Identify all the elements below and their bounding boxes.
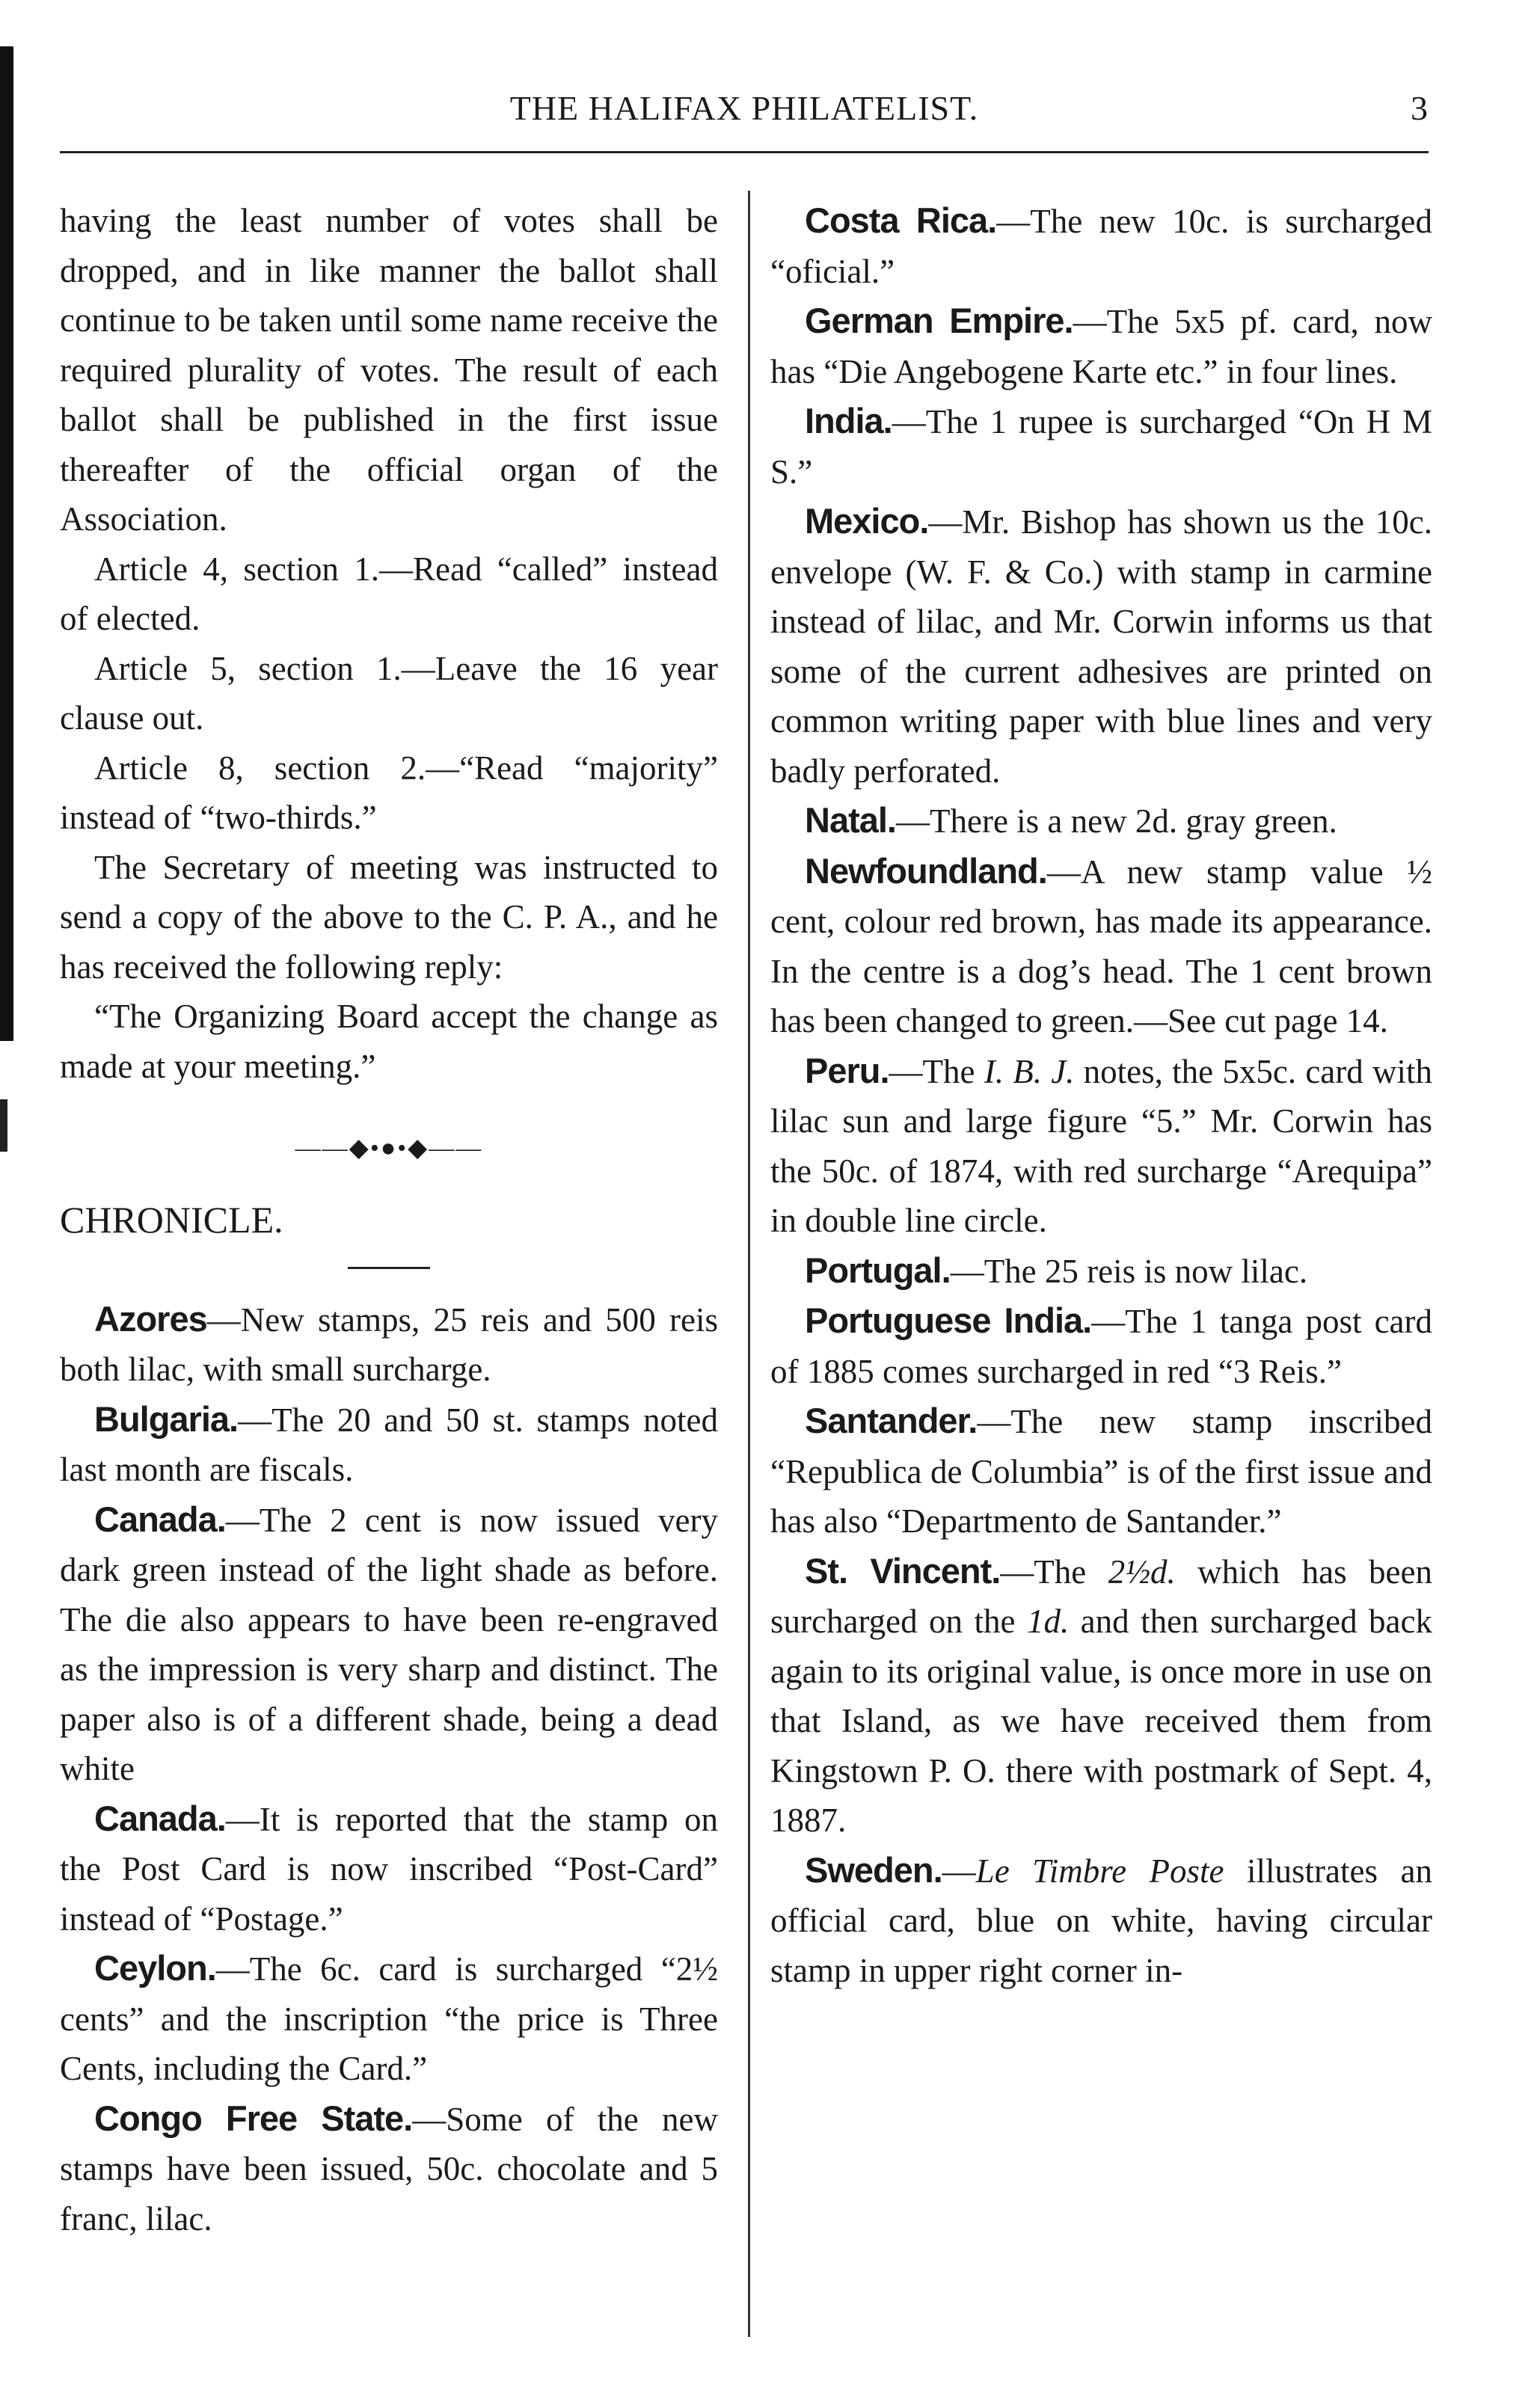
- entry-text: illustrates an official card, blue on white, having circular stamp in upper right corner in-: [770, 1852, 1432, 1989]
- left-column: [60, 196, 718, 2243]
- entry-heading: Mexico.: [805, 501, 929, 541]
- entry-heading: Portuguese India.: [805, 1300, 1092, 1340]
- chronicle-entry: [770, 1547, 1432, 1846]
- entry-text: —A new stamp value ½ cent, colour red brown, has made its appearance. In the centre is a dog’s head. The 1 cent brown has been changed to green.—See cut page 14.: [770, 853, 1432, 1039]
- paragraph: “The Organizing Board accept the change as made at your meeting.”: [60, 998, 718, 1085]
- chronicle-entry: [60, 1395, 718, 1495]
- entry-heading: Newfoundland.: [805, 850, 1047, 891]
- entry-text: and then surcharged back again to its original value, is once more in use on that Island, as we have received them from Kingstown P. O. there with postmark of Sept. 4, 1887.: [770, 1603, 1432, 1839]
- entry-italic: Le Timbre Poste: [975, 1852, 1224, 1890]
- entry-text: —The new 10c. is surcharged “oficial.”: [770, 203, 1432, 290]
- entry-text: —The 6c. card is surcharged “2½ cents” and the inscription “the price is Three Cents, including the Card.”: [60, 1950, 718, 2087]
- chronicle-entry: [60, 1944, 718, 2094]
- chronicle-entry: [60, 1794, 718, 1944]
- entry-heading: Peru.: [805, 1050, 889, 1090]
- paragraph: Article 8, section 2.—“Read “majority” instead of “two-thirds.”: [60, 749, 718, 836]
- entry-text: —The 2 cent is now issued very dark green instead of the light shade as before. The die also appears to have been re-engraved as the impression is very sharp and distinct. The paper also is of a different shade, being a dead white: [60, 1501, 718, 1787]
- paragraph: Article 4, section 1.—Read “called” instead of elected.: [60, 550, 718, 637]
- paragraph: Article 5, section 1.—Leave the 16 year clause out.: [60, 649, 718, 737]
- entry-heading: India.: [805, 401, 892, 440]
- entry-text: —Mr. Bishop has shown us the 10c. envelope (W. F. & Co.) with stamp in carmine instead of lilac, and Mr. Corwin informs us that some of the current adhesives are printed on common writing paper with blue lines and very badly perforated.: [770, 503, 1432, 790]
- chronicle-entry: [770, 1396, 1432, 1547]
- chronicle-entry: [770, 396, 1432, 497]
- column-divider: [748, 191, 750, 2337]
- chronicle-entry: [770, 1296, 1432, 1396]
- entry-text: notes, the 5x5c. card with lilac sun and large figure “5.” Mr. Corwin has the 50c. of 1874, with red surcharge “Arequipa” in double line circle.: [770, 1052, 1432, 1239]
- entry-heading: Azores: [94, 1298, 207, 1339]
- running-header: [60, 88, 1429, 133]
- entry-heading: Portugal.: [805, 1250, 951, 1290]
- entry-text: —The: [889, 1052, 984, 1090]
- chronicle-entry: [770, 847, 1432, 1046]
- chronicle-entry: [770, 1846, 1432, 1996]
- chronicle-entry: [60, 2094, 718, 2244]
- chronicle-entry: [770, 497, 1432, 796]
- entry-text: which has been surcharged on the: [770, 1552, 1432, 1640]
- entry-text: —The 20 and 50 st. stamps noted last month are fiscals.: [60, 1401, 718, 1488]
- entry-heading: Ceylon.: [94, 1948, 216, 1988]
- entry-text: —The 1 tanga post card of 1885 comes surcharged in red “3 Reis.”: [770, 1303, 1432, 1390]
- entry-text: —The new stamp inscribed “Republica de Columbia” is of the first issue and has also “Departmento de Santander.”: [770, 1403, 1432, 1540]
- chronicle-entry: [60, 1294, 718, 1395]
- entry-heading: Bulgaria.: [94, 1398, 239, 1439]
- chronicle-entry: [770, 296, 1432, 396]
- entry-heading: Sweden.: [805, 1849, 942, 1890]
- page-edge-mark: [0, 1099, 7, 1152]
- entry-italic: 2½d.: [1108, 1552, 1176, 1591]
- journal-title: THE HALIFAX PHILATELIST.: [509, 89, 979, 127]
- entry-italic: 1d.: [1026, 1603, 1070, 1640]
- entry-text: —Some of the new stamps have been issued, 50c. chocolate and 5 franc, lilac.: [60, 2100, 718, 2237]
- chronicle-entry: [770, 796, 1432, 847]
- chronicle-entry: [770, 1046, 1432, 1246]
- title-rule: [348, 1267, 430, 1269]
- entry-text: —The 1 rupee is surcharged “On H M S.”: [770, 403, 1432, 491]
- section-title: CHRONICLE.: [60, 1198, 283, 1241]
- page-number: 3: [1411, 89, 1429, 127]
- entry-heading: St. Vincent.: [805, 1550, 1001, 1591]
- entry-heading: Santander.: [805, 1401, 978, 1440]
- entry-heading: Canada.: [94, 1499, 226, 1539]
- chronicle-entry: [770, 1246, 1432, 1297]
- header-rule: [60, 151, 1429, 153]
- entry-text: —: [942, 1852, 976, 1890]
- entry-text: —The: [1000, 1552, 1108, 1591]
- paragraph: having the least number of votes shall be dropped, and in like manner the ballot shall continue to be taken until some name receive the required plurality of votes. The result of each ballot shall be published in the first issue thereafter of the official organ of the Association.: [60, 202, 718, 538]
- right-column: [770, 196, 1432, 1995]
- entry-heading: Costa Rica.: [805, 200, 997, 240]
- entry-heading: German Empire.: [805, 301, 1073, 340]
- section-ornament: ——◆•●•◆——: [295, 1134, 483, 1162]
- paragraph: The Secretary of meeting was instructed to send a copy of the above to the C. P. A., and he has received the following reply:: [60, 848, 718, 986]
- entry-text: —The 25 reis is now lilac.: [950, 1252, 1308, 1290]
- entry-text: —There is a new 2d. gray green.: [896, 802, 1337, 840]
- entry-heading: Canada.: [94, 1798, 226, 1838]
- entry-italic: I. B. J.: [984, 1052, 1075, 1090]
- page-edge-shadow: [0, 46, 13, 1041]
- entry-text: —New stamps, 25 reis and 500 reis both lilac, with small surcharge.: [60, 1300, 718, 1388]
- entry-text: —The 5x5 pf. card, now has “Die Angebogene Karte etc.” in four lines.: [770, 303, 1432, 390]
- chronicle-entry: [60, 1495, 718, 1794]
- chronicle-entry: [770, 196, 1432, 296]
- entry-text: —It is reported that the stamp on the Post Card is now inscribed “Post-Card” instead of “Postage.”: [60, 1800, 718, 1938]
- entry-heading: Natal.: [805, 800, 896, 840]
- entry-heading: Congo Free State.: [94, 2098, 413, 2138]
